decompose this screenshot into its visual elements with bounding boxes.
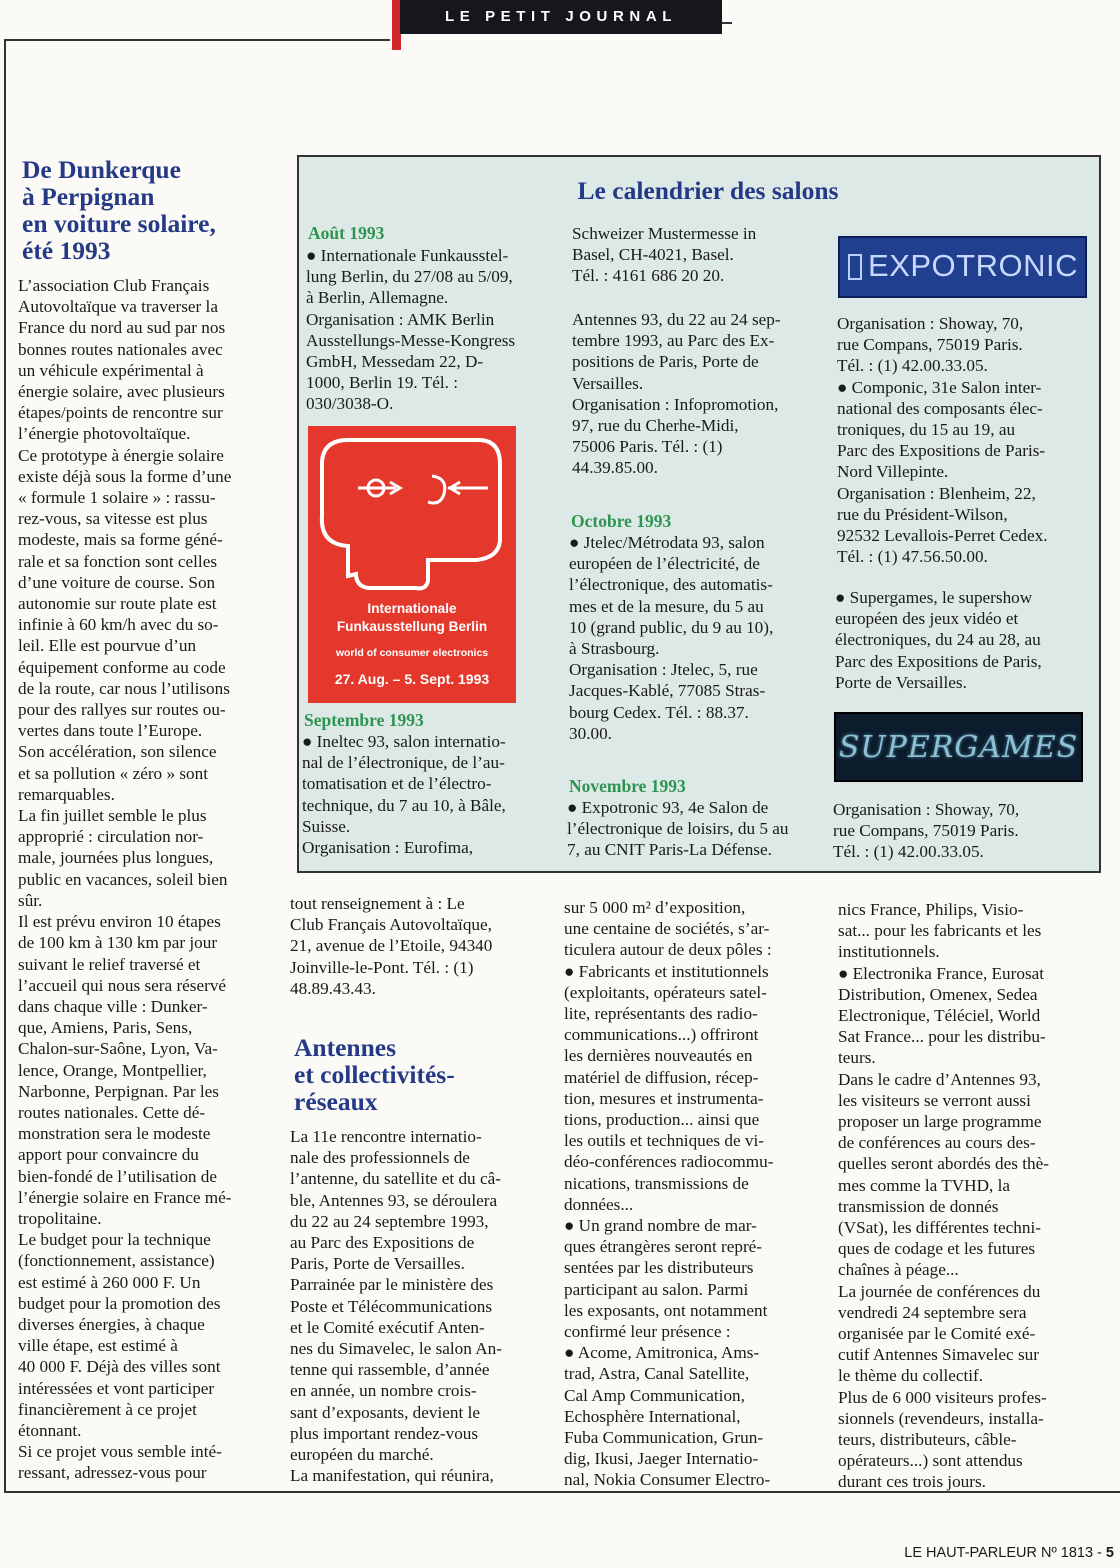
calendar-col2-text2: Antennes 93, du 22 au 24 sep- tembre 1993, au Parc des Ex- positions de Paris, Porte de Versailles. Organisation : Infopromotion, 97, rue du Cherhe-Midi, 75006 Paris. Tél. : (1) 44.39.85.00.: [572, 310, 781, 478]
calendar-col3-text3: Organisation : Showay, 70, rue Compans, 75019 Paris. Tél. : (1) 42.00.33.05.: [833, 800, 1020, 862]
masthead: LE PETIT JOURNAL: [400, 0, 722, 34]
funk-logo-line2: Funkausstellung Berlin: [336, 619, 488, 634]
supergames-logo: [834, 712, 1083, 782]
month-october: Octobre 1993: [571, 511, 672, 531]
top-rule: [4, 39, 390, 41]
expotronic-logo: [838, 236, 1087, 298]
supergames-logo-text: SUPERGAMES: [838, 730, 1079, 765]
article1-body-col1: L’association Club Français Autovoltaïque va traverser la France du nord au sud par nos bonnes routes nationales avec un véhicule expérimental à énergie solaire, avec plusieurs étapes/points de rencontre sur l’énergie photovoltaïque. Ce prototype à énergie solaire existe déjà sous la forme d’une « formule 1 solaire » : rassu- rez-vous, sa vitesse est plus modeste, mais sa forme géné- rale et sa fonction sont celles d’une voiture de course. Son autonomie sur route plate est infinie à 60 km/h avec du so- leil. Elle est pourvue d’un équipement conforme au code de la route, car nous l’utilisons pour des rallyes sur routes ou- vertes dans toute l’Europe. Son accélération, son silence et sa pollution « zéro » sont remarquables. La fin juillet semble le plus approprié : circulation nor- male, journées plus longues, public en vacances, soleil bien sûr. Il est prévu environ 10 étapes de 100 km à 130 km par jour suivant le relief traversé et l’accueil qui nous sera réservé dans chaque ville : Dunker- que, Amiens, Paris, Sens, Chalon-sur-Saône, Lyon, Va- lence, Orange, Montpellier, Narbonne, Perpignan. Par les routes nationales. Cette dé- monstration sera le modeste apport pour convaincre du bien-fondé de l’utilisation de l’énergie solaire en France mé- tropolitaine. Le budget pour la technique (fonctionnement, assistance) est estimé à 260 000 F. Un budget pour la promotion des diverses énergies, à chaque ville étape, est estimé à 40 000 F. Déjà des villes sont intéressées et vont participer financièrement à ce projet étonnant. Si ce projet vous semble inté- ressant, adressez-vous pour: [18, 276, 232, 1483]
article1-title: De Dunkerque à Perpignan en voiture solaire, été 1993: [22, 155, 216, 265]
expotronic-logo-text: EXPOTRONIC: [868, 248, 1078, 283]
footer-label: LE HAUT-PARLEUR Nº 1813 -: [904, 1545, 1102, 1561]
calendar-title: Le calendrier des salons: [577, 176, 839, 205]
funkausstellung-logo: [308, 426, 516, 703]
calendar-col2-text3: ● Jtelec/Métrodata 93, salon européen de l’électricité, de l’électronique, des automatis- mes et de la mesure, du 5 au 10 (grand public, du 9 au 10), à Strasbourg. Organisation : Jtelec, 5, rue Jacques-Kablé, 77085 Stras- bourg Cedex. Tél. : 88.37. 30.00.: [569, 533, 774, 743]
month-november: Novembre 1993: [569, 776, 686, 796]
month-august: Août 1993: [308, 223, 385, 243]
funk-logo-line4: 27. Aug. – 5. Sept. 1993: [334, 671, 490, 687]
funk-logo-line3: world of consumer electronics: [335, 647, 489, 659]
calendar-col2-text4: ● Expotronic 93, 4e Salon de l’électronique de loisirs, du 5 au 7, au CNIT Paris-La Défense.: [567, 798, 789, 860]
left-rule: [4, 39, 6, 1491]
article2-body-col2: La 11e rencontre internatio- nale des professionnels de l’antenne, du satellite et du câ- ble, Antennes 93, se déroulera du 22 au 24 septembre 1993, au Parc des Expositions de Paris, Porte de Versailles. Parrainée par le ministère des Poste et Télécommunications et le Comité exécutif Anten- nes du Simavelec, le salon An- tenne qui rassemble, d’année en année, un nombre crois- sant d’exposants, devient le plus important rendez-vous européen du marché. La manifestation, qui réunira,: [290, 1127, 502, 1486]
article1-body-col2: tout renseignement à : Le Club Français Autovoltaïque, 21, avenue de l’Etoile, 94340 Joinville-le-Pont. Tél. : (1) 48.89.43.43.: [290, 894, 493, 998]
calendar-col1-text2: ● Ineltec 93, salon internatio- nal de l’électronique, de l’au- tomatisation et de l’électro- technique, du 7 au 10, à Bâle, Suisse. Organisation : Eurofima,: [302, 732, 506, 858]
top-rule-right: [722, 22, 732, 24]
calendar-col2-text1: Schweizer Mustermesse in Basel, CH-4021, Basel. Tél. : 4161 686 20 20.: [572, 224, 757, 286]
expotronic-mark-icon: [848, 254, 862, 280]
calendar-col3-text1: Organisation : Showay, 70, rue Compans, 75019 Paris. Tél. : (1) 42.00.33.05. ● Componic, 31e Salon inter- national des composants élec- troniques, du 15 au 19, au Parc des Expositions de Paris- Nord Villepinte. Organisation : Blenheim, 22, rue du Président-Wilson, 92532 Levallois-Perret Cedex. Tél. : (1) 47.56.50.00.: [837, 314, 1048, 567]
article2-body-col3: sur 5 000 m² d’exposition, une centaine de sociétés, s’ar- ticulera autour de deux pôles : ● Fabricants et institutionnels (exploitants, opérateurs satel- lite, représentants des radio- communications...) offriront les dernières nouveautés en matériel de diffusion, récep- tion, mesures et instrumenta- tions, production... ainsi que les outils et techniques de vi- déo-conférences radiocommu- nications, transmissions de données... ● Un grand nombre de mar- ques étrangères seront repré- sentées par les distributeurs participant au salon. Parmi les exposants, ont notamment confirmé leur présence : ● Acome, Amitronica, Ams- trad, Astra, Canal Satellite, Cal Amp Communication, Echosphère International, Fuba Communication, Grun- dig, Ikusi, Jaeger Internatio- nal, Nokia Consumer Electro-: [564, 898, 774, 1490]
article2-title: Antennes et collectivités- réseaux: [294, 1033, 455, 1116]
funk-logo-line1: Internationale: [367, 601, 457, 616]
month-september: Septembre 1993: [304, 710, 424, 730]
funkausstellung-face-icon: [308, 426, 516, 596]
article2-body-col4: nics France, Philips, Visio- sat... pour les fabricants et les institutionnels. ● Electronika France, Eurosat Distribution, Omenex, Sedea Electronique, Téléciel, World Sat France... pour les distribu- teurs. Dans le cadre d’Antennes 93, les visiteurs se verront aussi proposer un large programme de conférences au cours des- quelles seront abordés des thè- mes comme la TVHD, la transmission de donnés (VSat), les différentes techni- ques de codage et les futures chaînes à péage... La journée de conférences du vendredi 24 septembre sera organisée par le Comité exé- cutif Antennes Simavelec sur le thème du collectif. Plus de 6 000 visiteurs profes- sionnels (revendeurs, installa- teurs, distributeurs, câble- opérateurs...) sont attendus durant ces trois jours.: [838, 900, 1049, 1492]
calendar-col3-text2: ● Supergames, le supershow européen des jeux vidéo et électroniques, du 24 au 28, au Parc des Expositions de Paris, Porte de Versailles.: [835, 588, 1042, 692]
page-number: 5: [1105, 1545, 1114, 1561]
calendar-col1-text1: ● Internationale Funkausstel- lung Berlin, du 27/08 au 5/09, à Berlin, Allemagne. Organisation : AMK Berlin Ausstellungs-Messe-Kongress GmbH, Messedam 22, D- 1000, Berlin 19. Tél. : 030/3038-O.: [306, 246, 516, 414]
footer: [904, 1545, 1114, 1561]
